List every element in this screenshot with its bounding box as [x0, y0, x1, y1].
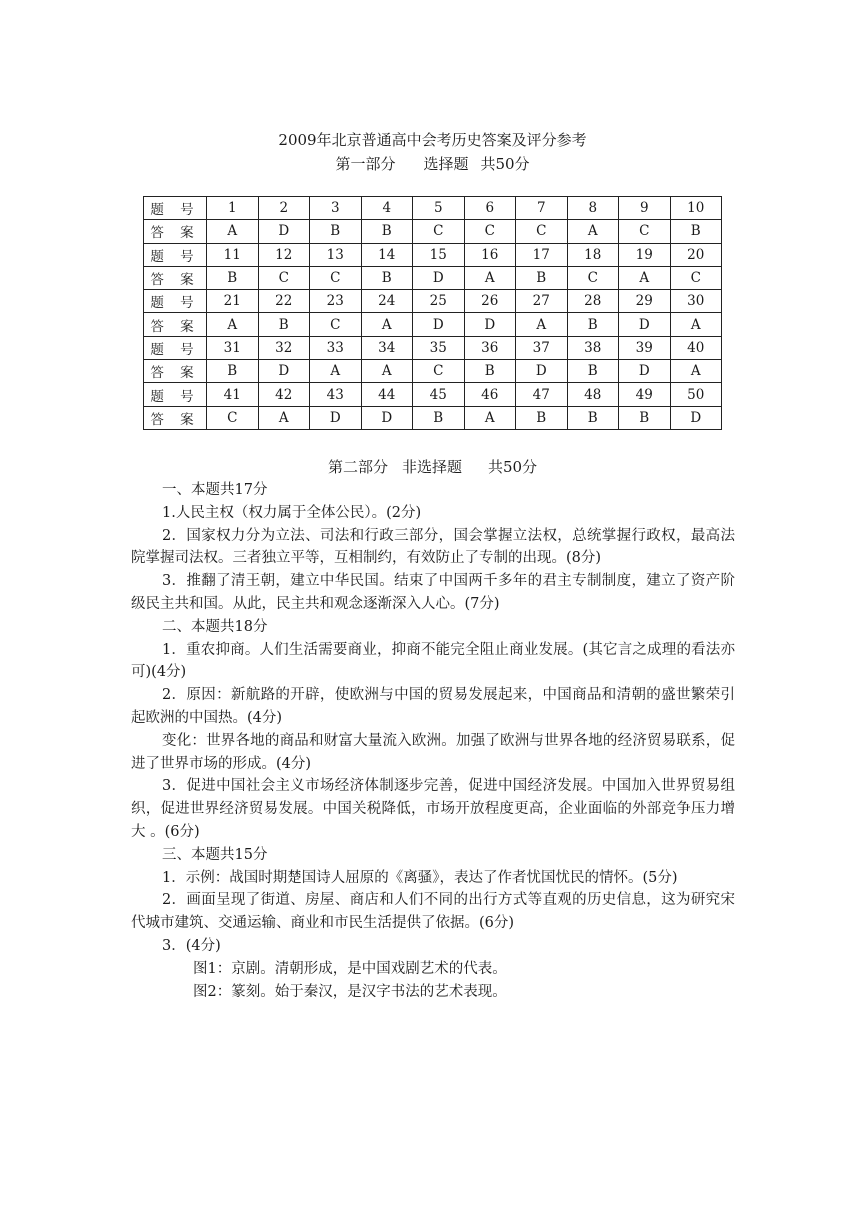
answer-cell: A — [670, 313, 722, 336]
question-number: 30 — [670, 290, 722, 313]
answer-cell: B — [361, 266, 413, 289]
answer-row — [144, 220, 722, 243]
answer-cell: B — [207, 266, 259, 289]
question-number: 41 — [207, 383, 259, 406]
question-number: 16 — [464, 243, 516, 266]
answer-cell: B — [567, 313, 619, 336]
part1-name: 第一部分 — [335, 155, 396, 173]
question-number: 42 — [258, 383, 310, 406]
question-number: 28 — [567, 290, 619, 313]
answer-cell: D — [413, 266, 465, 289]
question-number: 33 — [310, 336, 362, 359]
part2-heading — [0, 456, 865, 478]
question-number: 39 — [619, 336, 671, 359]
question-number: 25 — [413, 290, 465, 313]
question-number: 5 — [413, 197, 465, 220]
answer-row-label: 答 案 — [144, 266, 207, 289]
question-number: 40 — [670, 336, 722, 359]
number-row-label: 题 号 — [144, 336, 207, 359]
answer-item: 1.人民主权（权力属于全体公民）。(2分) — [162, 504, 422, 521]
question-number: 8 — [567, 197, 619, 220]
answer-cell: A — [207, 220, 259, 243]
answer-cell: B — [619, 406, 671, 429]
question-number: 50 — [670, 383, 722, 406]
answer-cell: C — [413, 220, 465, 243]
question-number: 12 — [258, 243, 310, 266]
figure-answer: 图2：篆刻。始于秦汉，是汉字书法的艺术表现。 — [193, 983, 507, 1000]
question-number: 45 — [413, 383, 465, 406]
question-number: 23 — [310, 290, 362, 313]
answer-cell: D — [413, 313, 465, 336]
answer-item: 2．原因：新航路的开辟，使欧洲与中国的贸易发展起来，中国商品和清朝的盛世繁荣引起欧洲的中国热。(4分) — [131, 687, 735, 726]
part2-type: 非选择题 — [401, 458, 462, 476]
figure-answer: 图1：京剧。清朝形成，是中国戏剧艺术的代表。 — [193, 960, 507, 977]
question-number: 32 — [258, 336, 310, 359]
question-number: 29 — [619, 290, 671, 313]
answer-cell: D — [258, 360, 310, 383]
answer-cell: B — [670, 220, 722, 243]
answer-cell: D — [361, 406, 413, 429]
answer-cell: D — [464, 313, 516, 336]
question-number: 14 — [361, 243, 413, 266]
answer-cell: A — [516, 313, 568, 336]
question-number: 18 — [567, 243, 619, 266]
answer-item: 2．画面呈现了街道、房屋、商店和人们不同的出行方式等直观的历史信息，这为研究宋代城市建筑、交通运输、商业和市民生活提供了依据。(6分) — [131, 892, 735, 932]
question-number: 19 — [619, 243, 671, 266]
answer-cell: A — [258, 406, 310, 429]
answer-cell: A — [670, 360, 722, 383]
answer-item: 2．国家权力分为立法、司法和行政三部分，国会掌握立法权，总统掌握行政权，最高法院掌握司法权。三者独立平等，互相制约，有效防止了专制的出现。(8分) — [131, 527, 735, 567]
question-number: 9 — [619, 197, 671, 220]
question-number: 37 — [516, 336, 568, 359]
question-number: 7 — [516, 197, 568, 220]
answer-cell: B — [516, 406, 568, 429]
number-row — [144, 243, 722, 266]
answer-cell: D — [516, 360, 568, 383]
answer-cell: D — [619, 360, 671, 383]
question-number: 11 — [207, 243, 259, 266]
question-number: 6 — [464, 197, 516, 220]
question-number: 46 — [464, 383, 516, 406]
question-number: 47 — [516, 383, 568, 406]
answer-cell: C — [310, 313, 362, 336]
answer-row — [144, 313, 722, 336]
answer-cell: A — [310, 360, 362, 383]
question-number: 48 — [567, 383, 619, 406]
section-heading: 一、本题共17分 — [162, 482, 268, 498]
question-number: 27 — [516, 290, 568, 313]
answer-cell: B — [310, 220, 362, 243]
answer-row-label: 答 案 — [144, 360, 207, 383]
number-row — [144, 197, 722, 220]
number-row — [144, 336, 722, 359]
question-number: 10 — [670, 197, 722, 220]
number-row — [144, 290, 722, 313]
question-number: 26 — [464, 290, 516, 313]
answer-cell: B — [464, 360, 516, 383]
number-row-label: 题 号 — [144, 243, 207, 266]
answer-cell: A — [619, 266, 671, 289]
answer-row — [144, 266, 722, 289]
answer-item: 3．促进中国社会主义市场经济体制逐步完善，促进中国经济发展。中国加入世界贸易组织，促进世界经济贸易发展。中国关税降低，市场开放程度更高，企业面临的外部竞争压力增大 。(6分) — [131, 778, 735, 840]
answer-table — [143, 196, 722, 430]
answer-cell: A — [464, 406, 516, 429]
answer-body — [131, 479, 735, 1003]
number-row-label: 题 号 — [144, 290, 207, 313]
answer-row — [144, 406, 722, 429]
number-row — [144, 383, 722, 406]
answer-cell: D — [310, 406, 362, 429]
section-heading: 二、本题共18分 — [162, 618, 268, 635]
answer-cell: B — [413, 406, 465, 429]
answer-cell: C — [464, 220, 516, 243]
answer-cell: A — [361, 360, 413, 383]
question-number: 15 — [413, 243, 465, 266]
answer-cell: A — [361, 313, 413, 336]
answer-cell: C — [310, 266, 362, 289]
answer-cell: B — [207, 360, 259, 383]
part1-score: 共50分 — [480, 155, 530, 173]
question-number: 20 — [670, 243, 722, 266]
question-number: 3 — [310, 197, 362, 220]
question-number: 44 — [361, 383, 413, 406]
question-number: 4 — [361, 197, 413, 220]
question-number: 21 — [207, 290, 259, 313]
answer-cell: D — [619, 313, 671, 336]
answer-cell: A — [567, 220, 619, 243]
number-row-label: 题 号 — [144, 383, 207, 406]
question-number: 13 — [310, 243, 362, 266]
answer-item: 1．示例：战国时期楚国诗人屈原的《离骚》，表达了作者忧国忧民的情怀。(5分) — [162, 869, 678, 886]
answer-cell: B — [567, 360, 619, 383]
answer-cell: A — [207, 313, 259, 336]
answer-cell: A — [464, 266, 516, 289]
part2-name: 第二部分 — [327, 458, 388, 476]
answer-cell: B — [361, 220, 413, 243]
question-number: 36 — [464, 336, 516, 359]
question-number: 31 — [207, 336, 259, 359]
part2-score: 共50分 — [487, 458, 538, 476]
question-number: 38 — [567, 336, 619, 359]
answer-row-label: 答 案 — [144, 313, 207, 336]
answer-row-label: 答 案 — [144, 406, 207, 429]
answer-cell: C — [207, 406, 259, 429]
answer-cell: D — [258, 220, 310, 243]
answer-item: 3．(4分) — [162, 937, 221, 954]
question-number: 35 — [413, 336, 465, 359]
answer-cell: B — [516, 266, 568, 289]
question-number: 34 — [361, 336, 413, 359]
answer-item: 变化：世界各地的商品和财富大量流入欧洲。加强了欧洲与世界各地的经济贸易联系，促进了世界市场的形成。(4分) — [131, 732, 735, 772]
document-title: 2009年北京普通高中会考历史答案及评分参考 — [278, 131, 587, 149]
answer-cell: D — [670, 406, 722, 429]
answer-cell: C — [516, 220, 568, 243]
answer-cell: C — [567, 266, 619, 289]
answer-item: 3．推翻了清王朝，建立中华民国。结束了中国两千多年的君主专制制度，建立了资产阶级民主共和国。从此，民主共和观念逐渐深入人心。(7分) — [131, 573, 735, 612]
answer-cell: C — [258, 266, 310, 289]
answer-cell: C — [413, 360, 465, 383]
question-number: 22 — [258, 290, 310, 313]
question-number: 1 — [207, 197, 259, 220]
question-number: 17 — [516, 243, 568, 266]
answer-row — [144, 360, 722, 383]
answer-cell: C — [670, 266, 722, 289]
part1-type: 选择题 — [423, 155, 469, 173]
number-row-label: 题 号 — [144, 197, 207, 220]
question-number: 49 — [619, 383, 671, 406]
question-number: 2 — [258, 197, 310, 220]
section-heading: 三、本题共15分 — [162, 846, 268, 863]
answer-item: 1．重农抑商。人们生活需要商业，抑商不能完全阻止商业发展。(其它言之成理的看法亦可)(4分) — [131, 641, 735, 681]
part1-heading — [0, 153, 865, 175]
answer-cell: B — [258, 313, 310, 336]
question-number: 43 — [310, 383, 362, 406]
question-number: 24 — [361, 290, 413, 313]
answer-cell: B — [567, 406, 619, 429]
answer-row-label: 答 案 — [144, 220, 207, 243]
answer-cell: C — [619, 220, 671, 243]
